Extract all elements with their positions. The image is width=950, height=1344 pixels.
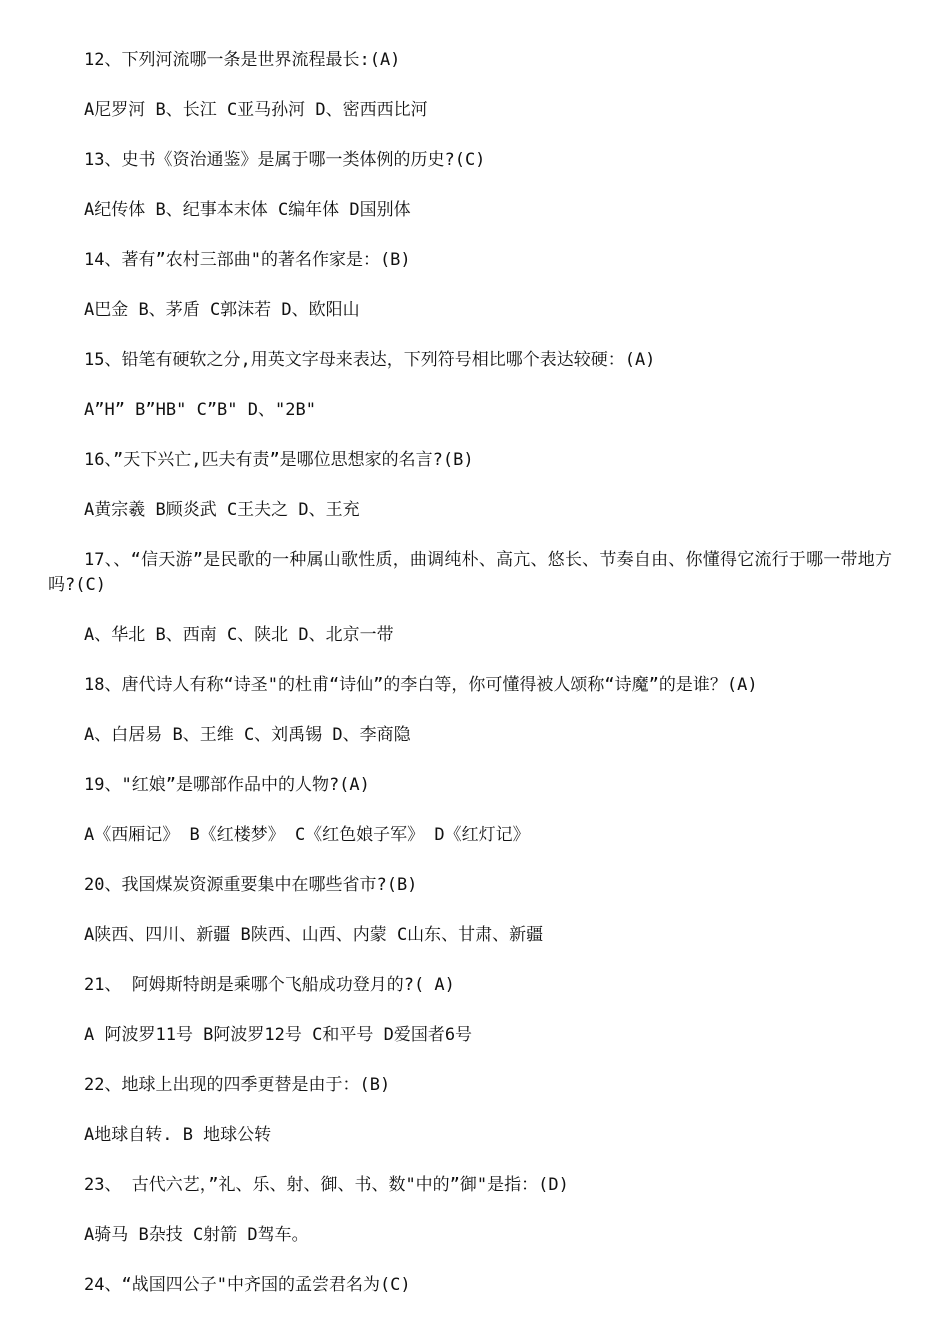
- question-19: 19、"红娘”是哪部作品中的人物?(A): [84, 775, 370, 795]
- question-14: 14、著有”农村三部曲"的著名作家是：(B): [84, 250, 411, 270]
- question-17: 17、、“信天游”是民歌的一种属山歌性质，曲调纯朴、高亢、悠长、节奏自由、你懂得它流行于哪一带地方吗?(C): [48, 550, 892, 595]
- question-22: 22、地球上出现的四季更替是由于：(B): [84, 1075, 391, 1095]
- question-21: 21、 阿姆斯特朗是乘哪个飞船成功登月的?( A): [84, 975, 455, 995]
- question-16: 16、”天下兴亡,匹夫有责”是哪位思想家的名言?(B): [84, 450, 474, 470]
- options-12: A尼罗河 B、长江 C亚马孙河 D、密西西比河: [84, 100, 428, 120]
- options-19: A《西厢记》 B《红楼梦》 C《红色娘子军》 D《红灯记》: [84, 825, 530, 845]
- options-17: A、华北 B、西南 C、陕北 D、北京一带: [84, 625, 394, 645]
- options-14: A巴金 B、茅盾 C郭沫若 D、欧阳山: [84, 300, 360, 320]
- options-21: A 阿波罗11号 B阿波罗12号 C和平号 D爱国者6号: [84, 1025, 473, 1045]
- options-18: A、白居易 B、王维 C、刘禹锡 D、李商隐: [84, 725, 411, 745]
- options-20: A陕西、四川、新疆 B陕西、山西、内蒙 C山东、甘肃、新疆: [84, 925, 544, 945]
- options-16: A黄宗羲 B顾炎武 C王夫之 D、王充: [84, 500, 360, 520]
- options-15: A”H” B”HB" C”B" D、"2B": [84, 400, 316, 420]
- question-13: 13、史书《资治通鉴》是属于哪一类体例的历史?(C): [84, 150, 486, 170]
- question-12: 12、下列河流哪一条是世界流程最长:(A): [84, 50, 401, 70]
- options-13: A纪传体 B、纪事本末体 C编年体 D国别体: [84, 200, 411, 220]
- question-15: 15、铅笔有硬软之分,用英文字母来表达，下列符号相比哪个表达较硬：(A): [84, 350, 656, 370]
- options-22: A地球自转. B 地球公转: [84, 1125, 272, 1145]
- options-23: A骑马 B杂技 C射箭 D驾车。: [84, 1225, 309, 1245]
- question-24: 24、“战国四公子"中齐国的孟尝君名为(C): [84, 1275, 411, 1295]
- question-20: 20、我国煤炭资源重要集中在哪些省市?(B): [84, 875, 418, 895]
- question-23: 23、 古代六艺，”礼、乐、射、御、书、数"中的”御"是指：(D): [84, 1175, 569, 1195]
- question-18: 18、唐代诗人有称“诗圣"的杜甫“诗仙”的李白等，你可懂得被人颂称“诗魔”的是谁？(A): [84, 675, 758, 695]
